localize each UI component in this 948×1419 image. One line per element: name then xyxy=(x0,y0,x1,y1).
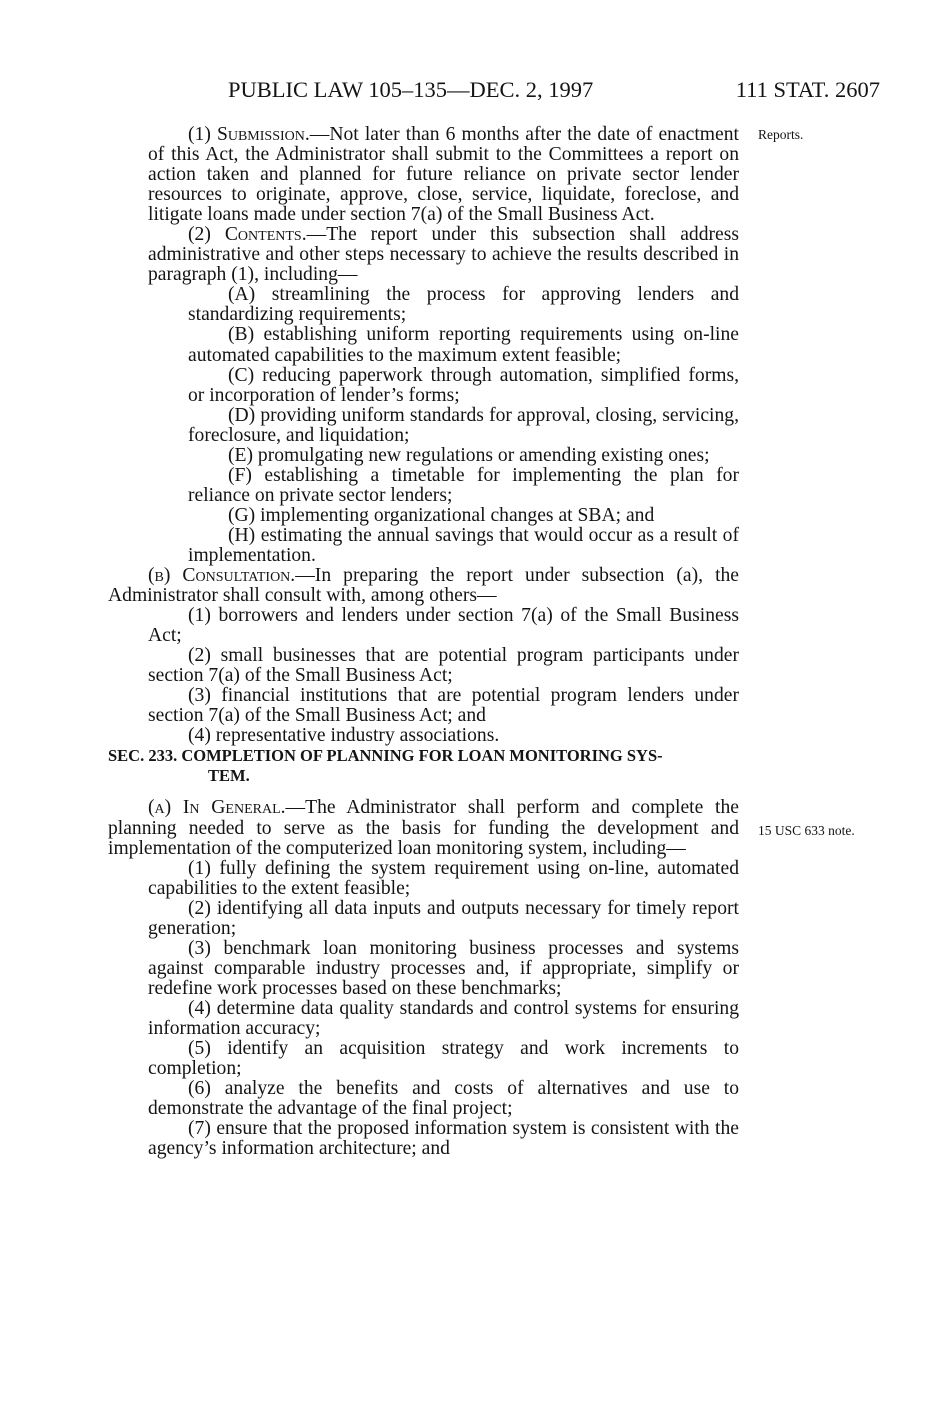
list-item: (3) financial institutions that are potential program lenders under section 7(a) of the Small Business Act; and xyxy=(148,685,739,727)
list-item: (G) implementing organizational changes at SBA; and xyxy=(228,504,655,526)
paragraph-text: —In preparing the report under subsection (a), the Administrator shall consult with, among others— xyxy=(108,565,740,607)
list-item: (3) benchmark loan monitoring business processes and systems against comparable industry processes and, if appropriate, simplify or redefine work processes based on these benchmarks; xyxy=(148,937,739,999)
section-heading xyxy=(108,746,739,786)
running-head-stat-page: 111 STAT. 2607 xyxy=(735,77,880,102)
list-item: (4) representative industry associations. xyxy=(188,725,500,747)
body-text xyxy=(108,125,739,1159)
list-item: (7) ensure that the proposed information system is consistent with the agency’s information architecture; and xyxy=(148,1118,739,1160)
margin-note-reports: Reports. xyxy=(758,127,804,142)
section-heading-line1: SEC. 233. COMPLETION OF PLANNING FOR LOAN MONITORING SYS- xyxy=(108,746,663,766)
list-item: (B) establishing uniform reporting requirements using on-line automated capabilities to the maximum extent feasible; xyxy=(188,324,739,366)
paragraph-in-general xyxy=(108,798,739,858)
running-head xyxy=(108,75,880,105)
list-item: (2) small businesses that are potential program participants under section 7(a) of the Small Business Act; xyxy=(148,645,739,687)
list-item: (6) analyze the benefits and costs of alternatives and use to demonstrate the advantage of the final project; xyxy=(148,1078,739,1120)
list-item: (C) reducing paperwork through automation, simplified forms, or incorporation of lender’s forms; xyxy=(188,364,739,406)
list-item: (A) streamlining the process for approving lenders and standardizing requirements; xyxy=(188,284,739,326)
paragraph-label: (2) Contents. xyxy=(188,224,307,246)
list-item: (2) identifying all data inputs and outputs necessary for timely report generation; xyxy=(148,897,739,939)
paragraph-consultation xyxy=(108,566,739,606)
paragraph-text: —The report under this subsection shall address administrative and other steps necessary to achieve the results described in paragraph (1), including— xyxy=(148,224,739,286)
list-item: (1) fully defining the system requirement using on-line, automated capabilities to the extent feasible; xyxy=(148,857,739,899)
paragraph-label: (1) Submission. xyxy=(188,124,310,145)
list-item: (1) borrowers and lenders under section 7(a) of the Small Business Act; xyxy=(148,605,739,647)
paragraph-label: (b) Consultation. xyxy=(148,565,296,587)
list-item: (5) identify an acquisition strategy and work increments to completion; xyxy=(148,1038,739,1080)
list-item: (F) establishing a timetable for implementing the plan for reliance on private sector lenders; xyxy=(188,464,739,506)
list-item: (4) determine data quality standards and control systems for ensuring information accuracy; xyxy=(148,997,739,1039)
list-item: (E) promulgating new regulations or amending existing ones; xyxy=(228,444,710,466)
list-item: (D) providing uniform standards for approval, closing, servicing, foreclosure, and liquidation; xyxy=(188,404,739,446)
paragraph-contents xyxy=(108,225,739,285)
paragraph-submission xyxy=(108,125,739,225)
paragraph-label: (a) In General. xyxy=(148,797,286,819)
margin-note-usc: 15 USC 633 note. xyxy=(758,823,855,838)
list-item: (H) estimating the annual savings that would occur as a result of implementation. xyxy=(188,524,739,566)
paragraph-text: —The Administrator shall perform and complete the planning needed to serve as the basis for funding the development and implementation of the computerized loan monitoring system, including— xyxy=(108,797,739,859)
paragraph-text: —Not later than 6 months after the date of enactment of this Act, the Administrator shall submit to the Committees a report on action taken and planned for future reliance on private sector lender resources to originate, approve, close, service, liquidate, foreclose, and litigate loans made under section 7(a) of the Small Business Act. xyxy=(148,124,739,226)
running-head-citation: PUBLIC LAW 105–135—DEC. 2, 1997 xyxy=(228,77,594,102)
section-heading-line2: TEM. xyxy=(208,766,250,786)
